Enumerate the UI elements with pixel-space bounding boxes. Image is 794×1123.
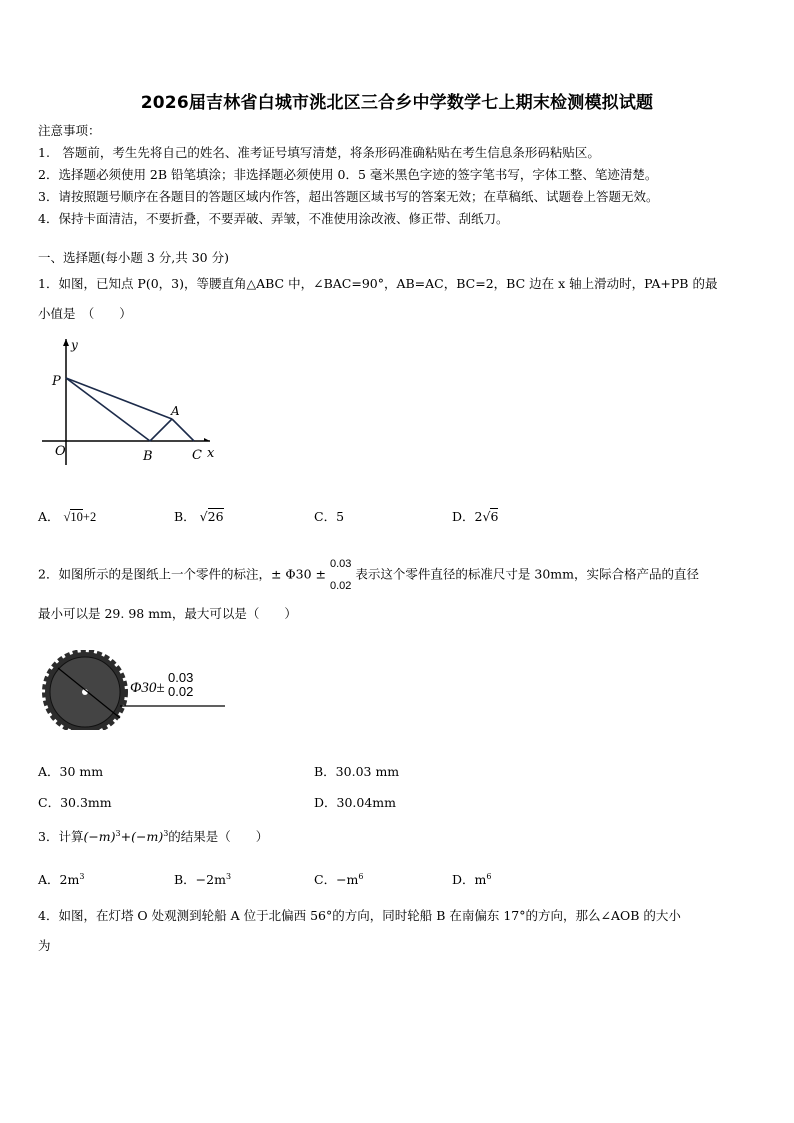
q2-tolerance-lower: 0.02 xyxy=(330,580,352,592)
q3-option-c[interactable]: C．$-m^6$ xyxy=(314,871,364,887)
segment-ab xyxy=(150,419,172,441)
label-x: x xyxy=(207,446,215,461)
q2-option-a[interactable]: A．30 mm xyxy=(38,764,104,779)
q3-option-d[interactable]: D．$m^6$ xyxy=(452,871,492,887)
q2-option-d[interactable]: D．30.04mm xyxy=(314,795,397,810)
q1-option-c[interactable]: C．5 xyxy=(314,509,345,524)
q1-stem: 1．如图，已知点 P(0，3)，等腰直角△ABC 中，∠BAC=90°，AB=AC，BC=2，BC 边在 x 轴上滑动时，PA+PB 的最 xyxy=(38,276,718,291)
q3-option-b[interactable]: B．$-2m^3$ xyxy=(174,871,232,887)
notice-item-3: 3．请按照题号顺序在各题目的答题区域内作答，超出答题区域书写的答案无效；在草稿纸、试题卷上答题无效。 xyxy=(38,189,659,204)
gear-icon xyxy=(45,652,125,730)
q2-figure xyxy=(40,650,240,730)
page-title: 2026届吉林省白城市洮北区三合乡中学数学七上期末检测模拟试题 xyxy=(140,93,654,113)
notice-heading: 注意事项： xyxy=(38,123,101,138)
label-a: A xyxy=(171,404,180,418)
notice-item-1: 1. 答题前，考生先将自己的姓名、准考证号填写清楚，将条形码准确粘贴在考生信息条形码粘贴区。 xyxy=(38,145,600,160)
q2-stem: 2．如图所示的是图纸上一个零件的标注，± Φ30 ± 0.03 0.02 表示这个零件直径的标准尺寸是 30mm，实际合格产品的直径 xyxy=(38,553,699,597)
segment-pa xyxy=(66,378,172,419)
notice-item-2: 2．选择题必须使用 2B 铅笔填涂；非选择题必须使用 0．5 毫米黑色字迹的签字笔书写，字体工整、笔迹清楚。 xyxy=(38,167,658,182)
label-b: B xyxy=(143,449,153,464)
q1-option-b[interactable]: B． √26 xyxy=(174,509,224,524)
section-heading: 一、选择题(每小题 3 分,共 30 分) xyxy=(38,250,229,265)
q3-option-a[interactable]: A．$2m^3$ xyxy=(38,871,85,887)
q2-option-b[interactable]: B．30.03 mm xyxy=(314,764,400,779)
q2-label-bottom: 0.02 xyxy=(168,684,194,699)
q4-stem: 4．如图，在灯塔 O 处观测到轮船 A 位于北偏西 56°的方向，同时轮船 B 在南偏东 17°的方向，那么∠AOB 的大小 xyxy=(38,908,681,923)
q2-option-c[interactable]: C．30.3mm xyxy=(38,795,112,810)
q2-label-main: Φ30± xyxy=(130,680,165,696)
segment-ac xyxy=(172,419,194,441)
label-c: C xyxy=(192,448,202,463)
q1-option-a[interactable]: A． √10+2 xyxy=(38,509,97,524)
q2-tolerance-upper: 0.03 xyxy=(330,558,352,570)
q1-stem-line2: 小值是 （ ） xyxy=(38,306,132,321)
q1-figure xyxy=(38,335,228,470)
q1-option-d[interactable]: D．2√6 xyxy=(452,509,499,524)
q2-label-top: 0.03 xyxy=(168,670,194,685)
label-p: P xyxy=(52,374,61,389)
segment-pb xyxy=(66,378,150,441)
q4-stem-line2: 为 xyxy=(38,938,51,953)
label-y: y xyxy=(71,338,78,352)
q3-stem: 3．计算$(-m)^3+(-m)^3$的结果是（ ） xyxy=(38,828,269,844)
label-o: O xyxy=(55,444,66,459)
notice-item-4: 4．保持卡面清洁，不要折叠，不要弄破、弄皱，不准使用涂改液、修正带、刮纸刀。 xyxy=(38,211,509,226)
q2-stem-line2: 最小可以是 29. 98 mm，最大可以是（ ） xyxy=(38,606,297,621)
